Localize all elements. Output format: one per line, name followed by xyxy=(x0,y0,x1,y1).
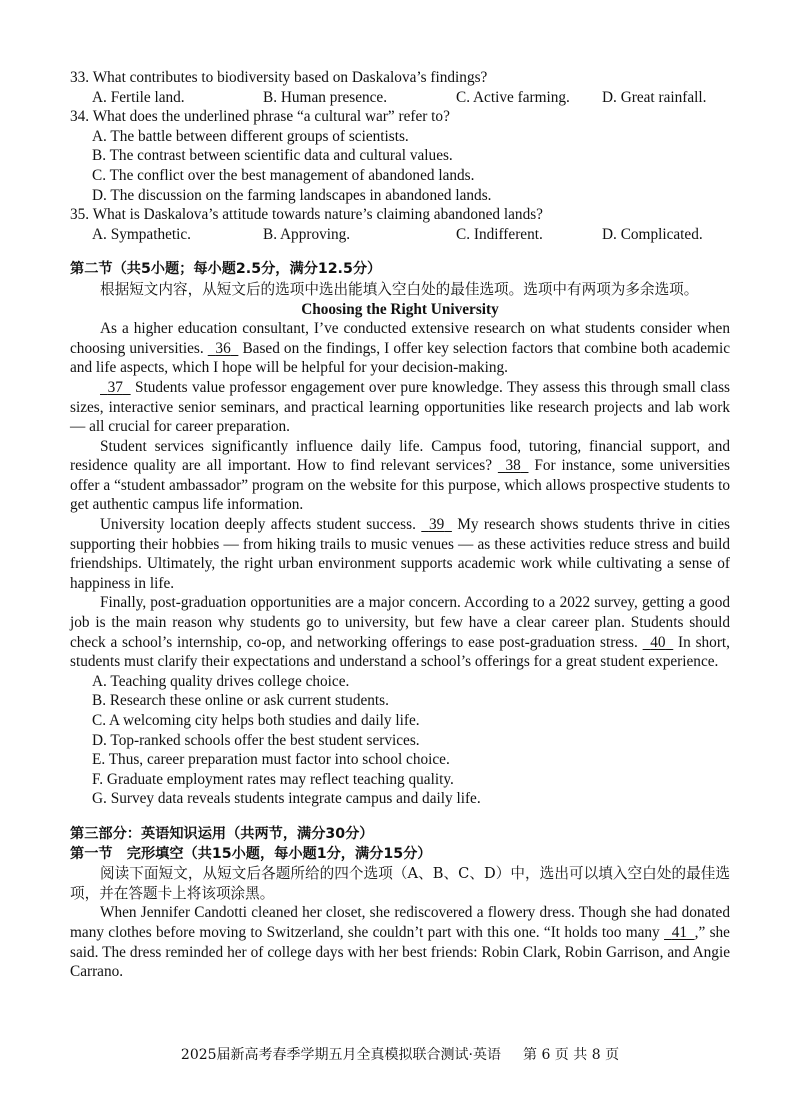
blank-number: 36 xyxy=(215,339,231,357)
passage-title: Choosing the Right University xyxy=(301,300,499,318)
question-33 xyxy=(70,68,730,107)
blank-38 xyxy=(498,456,529,476)
paragraph-text: University location deeply affects student success. xyxy=(100,516,422,534)
choice-a: A. Teaching quality drives college choice. xyxy=(92,672,350,690)
question-stem: What is Daskalova’s attitude towards nature’s claiming abandoned lands? xyxy=(92,206,543,224)
section-heading: 第二节（共5小题；每小题2.5分，满分12.5分） xyxy=(70,261,382,278)
blank-37 xyxy=(100,378,131,398)
option-d: D. Complicated. xyxy=(602,225,703,243)
choice-e: E. Thus, career preparation must factor into school choice. xyxy=(92,751,450,769)
passage-paragraph xyxy=(70,593,730,671)
paragraph-text: As a higher education consultant, I’ve conducted extensive research on what students consider when choosing universities. xyxy=(70,320,730,357)
answer-choices xyxy=(70,672,730,809)
section-heading: 第一节 完形填空（共15小题，每小题1分，满分15分） xyxy=(70,845,432,862)
option-b: B. Human presence. xyxy=(263,88,388,106)
section-instruction: 根据短文内容，从短文后的选项中选出能填入空白处的最佳选项。选项中有两项为多余选项。 xyxy=(100,280,699,298)
passage-paragraph xyxy=(70,515,730,593)
paragraph-text: Students value professor engagement over pure knowledge. They assess this through small class sizes, interactive senior seminars, and practical learning opportunities like research projects and lab work — all crucial for career preparation. xyxy=(70,378,730,436)
blank-number: 38 xyxy=(505,457,521,475)
passage-paragraph xyxy=(70,437,730,515)
paragraph-text: My research shows students thrive in cities supporting their hobbies — from hiking trails to music venues — as these activities reduce stress and build friendships. Ultimately, the right urban environment supports academic work while cultivating a sense of happiness in life. xyxy=(70,516,730,592)
paragraph-text: ,” she said. The dress reminded her of college days with her best friends: Robin Clark, Robin Garrison, and Angie Carrano. xyxy=(70,923,730,981)
exam-page xyxy=(70,68,730,982)
blank-number: 37 xyxy=(107,378,123,396)
option-c: C. The conflict over the best management of abandoned lands. xyxy=(92,166,475,184)
passage-paragraph xyxy=(70,378,730,437)
section-2 xyxy=(70,260,730,809)
question-35 xyxy=(70,205,730,244)
paragraph-text: When Jennifer Candotti cleaned her closet, she rediscovered a flowery dress. Though she had donated many clothes before moving to Switzerland, she couldn’t part with this one. “It holds too many xyxy=(70,904,730,941)
option-a: A. Sympathetic. xyxy=(92,225,191,243)
choice-b: B. Research these online or ask current students. xyxy=(92,692,389,710)
question-number: 33. xyxy=(70,69,90,86)
option-d: D. Great rainfall. xyxy=(602,88,707,106)
paragraph-text: For instance, some universities offer a “student ambassador” program on the website for this purpose, which allows prospective students to get authentic campus life information. xyxy=(70,457,730,514)
option-c: C. Active farming. xyxy=(456,88,570,106)
blank-40 xyxy=(643,633,674,653)
blank-39 xyxy=(421,515,452,535)
blank-41 xyxy=(664,923,695,943)
question-stem: What does the underlined phrase “a cultural war” refer to? xyxy=(92,108,450,126)
exam-title: 2025届新高考春季学期五月全真模拟联合测试·英语 xyxy=(180,1047,501,1063)
options-row xyxy=(70,225,730,245)
choice-f: F. Graduate employment rates may reflect teaching quality. xyxy=(92,770,454,788)
option-a: A. The battle between different groups of scientists. xyxy=(92,127,409,145)
part-heading: 第三部分：英语知识运用（共两节，满分30分） xyxy=(70,825,374,842)
question-number: 34. xyxy=(70,108,90,126)
choice-d: D. Top-ranked schools offer the best student services. xyxy=(92,731,420,749)
option-d: D. The discussion on the farming landscapes in abandoned lands. xyxy=(92,186,492,204)
paragraph-text: Finally, post-graduation opportunities are a major concern. According to a 2022 survey, getting a good job is the main reason why students go to university, but few have a clear career plan. Students should check a school’s internship, co-op, and networking offerings to ease post-graduation stress. xyxy=(70,594,730,651)
paragraph-text: In short, students must clarify their expectations and understand a school’s offerings for a great student experience. xyxy=(70,633,730,671)
passage-paragraph xyxy=(70,319,730,378)
blank-number: 40 xyxy=(650,633,666,651)
blank-36 xyxy=(208,339,239,359)
choice-c: C. A welcoming city helps both studies and daily life. xyxy=(92,712,420,729)
options-row xyxy=(70,88,730,108)
section-instruction: 阅读下面短文，从短文后各题所给的四个选项（A、B、C、D）中，选出可以填入空白处的最佳选项，并在答题卡上将该项涂黑。 xyxy=(70,865,730,902)
blank-number: 39 xyxy=(428,516,445,534)
part-3 xyxy=(70,825,730,982)
page-footer xyxy=(0,1046,800,1066)
question-stem: What contributes to biodiversity based on Daskalova’s findings? xyxy=(92,69,488,86)
choice-g: G. Survey data reveals students integrate campus and daily life. xyxy=(92,790,481,808)
paragraph-text: Student services significantly influence daily life. Campus food, tutoring, financial support, and residence quality are all important. How to find relevant services? xyxy=(70,437,730,475)
question-34 xyxy=(70,107,730,205)
paragraph-text: Based on the findings, I offer key selection factors that combine both academic and life aspects, which I hope will be helpful for your decision-making. xyxy=(70,339,730,377)
passage-paragraph xyxy=(70,903,730,981)
option-b: B. Approving. xyxy=(263,225,351,243)
question-number: 35. xyxy=(70,206,90,224)
option-a: A. Fertile land. xyxy=(92,88,185,106)
option-b: B. The contrast between scientific data and cultural values. xyxy=(92,147,453,165)
blank-number: 41 xyxy=(671,923,687,941)
page-number: 第 6 页 共 8 页 xyxy=(523,1047,620,1063)
option-c: C. Indifferent. xyxy=(456,225,543,243)
